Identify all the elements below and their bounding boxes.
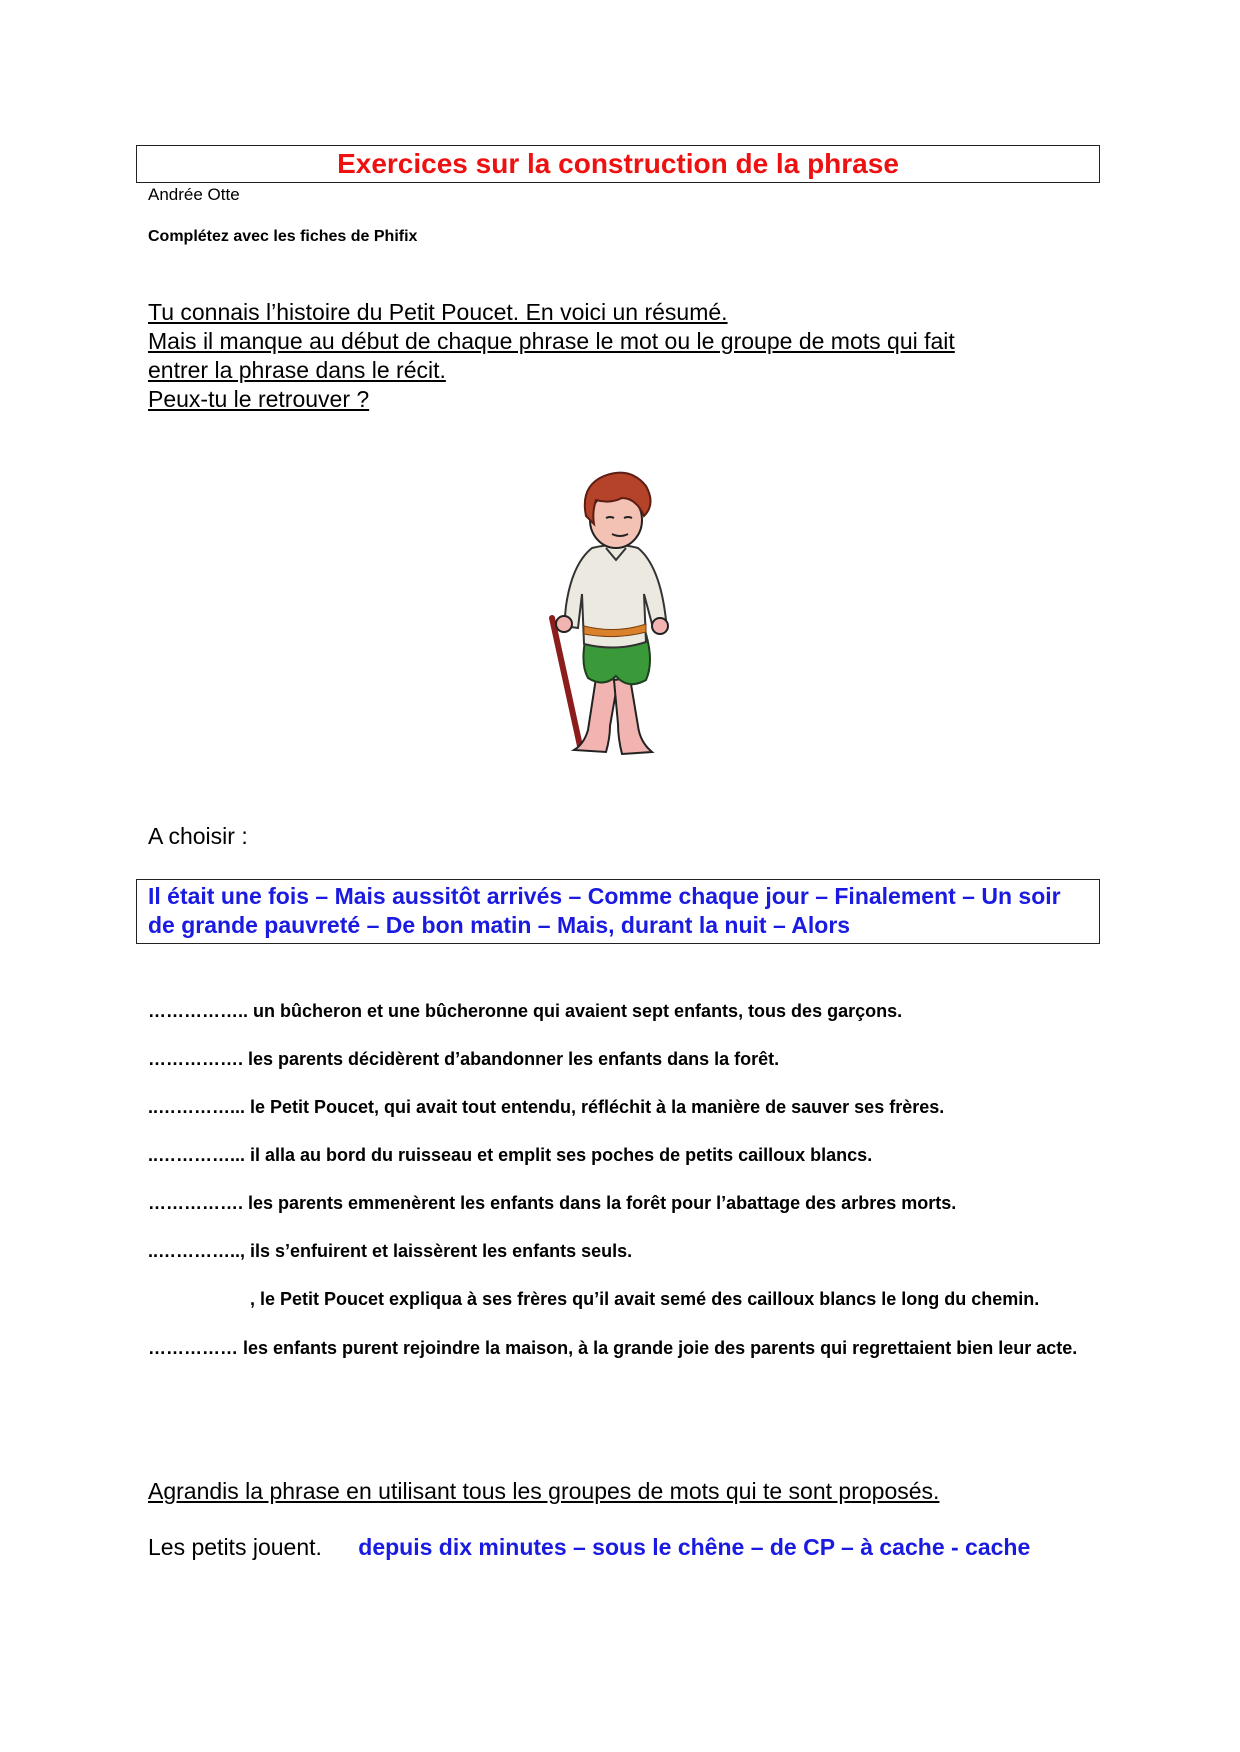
- base-sentence: Les petits jouent.: [148, 1534, 322, 1560]
- choose-label: A choisir :: [148, 823, 248, 849]
- exercise-list: [148, 1000, 1168, 1384]
- instruction: Complétez avec les fiches de Phifix: [148, 228, 418, 245]
- intro-text: [148, 298, 1108, 414]
- exercise-line: ..…………... il alla au bord du ruisseau et emplit ses poches de petits cailloux blancs.: [148, 1145, 873, 1165]
- title-box: [136, 145, 1100, 183]
- exercise-line: ……………. les parents décidèrent d’abandonner les enfants dans la forêt.: [148, 1049, 780, 1069]
- expand-instruction: Agrandis la phrase en utilisant tous les groupes de mots qui te sont proposés.: [148, 1478, 940, 1504]
- choices-box: [136, 879, 1100, 944]
- intro-line: Peux-tu le retrouver ?: [148, 386, 370, 412]
- page-title: Exercices sur la construction de la phrase: [337, 148, 899, 179]
- exercise-line: , le Petit Poucet expliqua à ses frères qu’il avait semé des cailloux blancs le long du chemin.: [250, 1289, 1040, 1309]
- exercise-line: ..………….., ils s’enfuirent et laissèrent les enfants seuls.: [148, 1241, 633, 1261]
- sentence-row: [148, 1534, 1030, 1561]
- exercise-line: ……………. les parents emmenèrent les enfants dans la forêt pour l’abattage des arbres morts.: [148, 1193, 957, 1213]
- intro-line: Tu connais l’histoire du Petit Poucet. En voici un résumé.: [148, 299, 728, 325]
- author: Andrée Otte: [148, 185, 240, 204]
- choices-list: Il était une fois – Mais aussitôt arrivés – Comme chaque jour – Finalement – Un soir de grande pauvreté – De bon matin – Mais, durant la nuit – Alors: [148, 883, 1061, 938]
- intro-line: entrer la phrase dans le récit.: [148, 357, 446, 383]
- exercise-line: …………….. un bûcheron et une bûcheronne qui avaient sept enfants, tous des garçons.: [148, 1001, 903, 1021]
- exercise-line: …………… les enfants purent rejoindre la maison, à la grande joie des parents qui regrettaient bien leur acte.: [148, 1338, 1078, 1358]
- exercise-line: ..…………... le Petit Poucet, qui avait tout entendu, réfléchit à la manière de sauver ses frères.: [148, 1097, 945, 1117]
- word-groups: depuis dix minutes – sous le chêne – de CP – à cache - cache: [358, 1534, 1031, 1560]
- intro-line: Mais il manque au début de chaque phrase le mot ou le groupe de mots qui fait: [148, 328, 955, 354]
- petit-poucet-illustration: [534, 468, 704, 768]
